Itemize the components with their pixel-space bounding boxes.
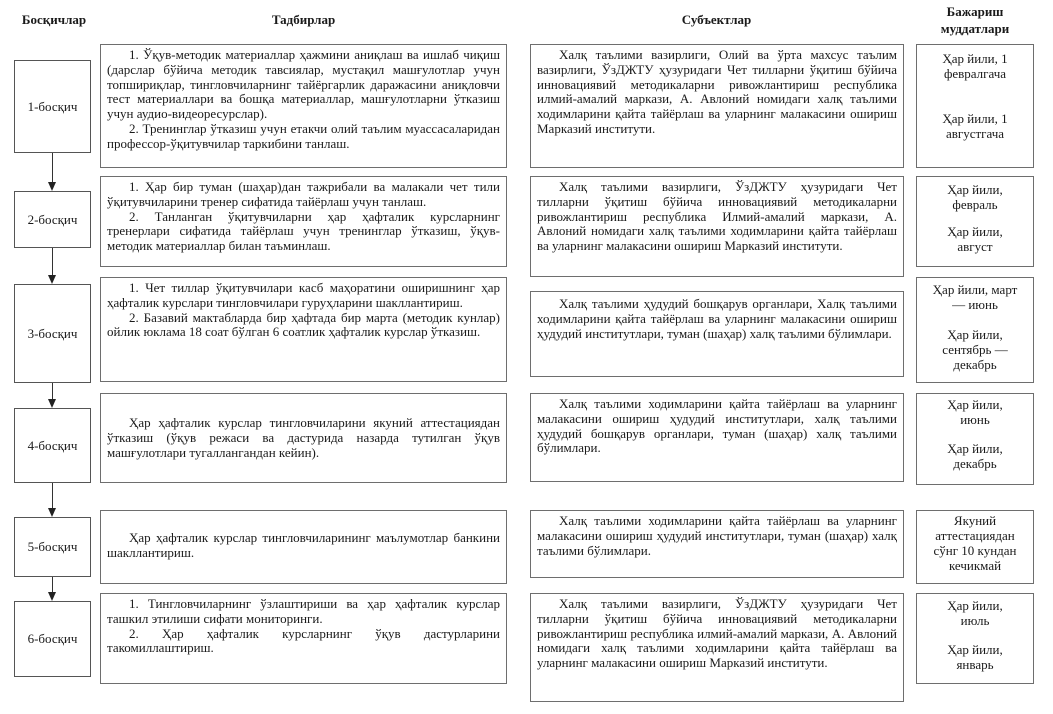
- activity-item: 2. Ҳар ҳафталик курсларнинг ўқув дастурларини такомиллаштириш.: [107, 625, 500, 656]
- stage-label: 1-босқич: [27, 98, 78, 114]
- stage-box-2: [14, 191, 91, 248]
- deadline-box-5: [916, 510, 1034, 584]
- connector-line: [52, 153, 53, 183]
- deadline-item: Ҳар йили, июнь: [947, 397, 1003, 427]
- deadline-box-3: [916, 277, 1034, 383]
- deadline-item: Ҳар йили, сентябрь — декабрь: [942, 327, 1008, 372]
- deadline-box-2: [916, 176, 1034, 267]
- deadline-item: Ҳар йили, декабрь: [947, 441, 1003, 471]
- deadline-box-4: [916, 393, 1034, 485]
- stage-box-5: [14, 517, 91, 577]
- activity-item: 2. Танланган ўқитувчиларни ҳар ҳафталик курсларнинг тренерлари сифатида тайёрлаш учун тренинглар ўтказиш, ўқув-методик материаллар билан таъминлаш.: [107, 208, 500, 254]
- arrow-down-icon: [48, 399, 56, 408]
- arrow-down-icon: [48, 508, 56, 517]
- deadline-item: Ҳар йили, февраль: [947, 182, 1003, 212]
- activities-box-6: [100, 593, 507, 684]
- subjects-box-4: [530, 393, 904, 482]
- subjects-text: Халқ таълими вазирлиги, ЎзДЖТУ ҳузуридаги Чет тилларни ўқитиш бўйича инновациявий методикаларни ривожлантириш республика илмий-амалий маркази, А. Авлоний номидаги халқ таълими ходимларини қайта тайёрлаш ва уларнинг малакасини ошириш Марказий институти.: [537, 596, 897, 671]
- arrow-down-icon: [48, 182, 56, 191]
- subjects-text: Халқ таълими ходимларини қайта тайёрлаш ва уларнинг малакасини ошириш ҳудудий институтлари, халқ таълими ҳудудий бошқарув органлари, туман (шаҳар) халқ таълими бўлимлари.: [537, 396, 897, 456]
- activity-item: 2. Базавий мактабларда бир ҳафтада бир марта (методик кунлар) ойлик юклама 18 соат бўлган 6 соатлик ҳафталик курслар ўтказиш.: [107, 309, 500, 340]
- deadline-item: Ҳар йили, июль: [947, 598, 1003, 628]
- subjects-box-1: [530, 44, 904, 168]
- subjects-text: Халқ таълими вазирлиги, ЎзДЖТУ ҳузуридаги Чет тилларни ўқитиш бўйича инновациявий методикаларни ривожлантириш республика Илмий-амалий маркази, А. Авлоний номидаги халқ таълими ходимларини қайта тайёрлаш ва уларнинг малакасини ошириш Марказий институти.: [537, 179, 897, 254]
- deadline-item: Ҳар йили, август: [947, 224, 1003, 254]
- deadline-item: Ҳар йили, март — июнь: [932, 282, 1018, 312]
- stage-label: 4-босқич: [27, 437, 78, 453]
- header-stages: Босқичлар: [21, 12, 87, 27]
- deadline-item: Якуний аттестациядан сўнг 10 кундан кечикмай: [933, 513, 1017, 573]
- arrow-down-icon: [48, 275, 56, 284]
- subjects-box-6: [530, 593, 904, 702]
- activities-box-4: [100, 393, 507, 483]
- activities-box-5: [100, 510, 507, 584]
- subjects-box-2: [530, 176, 904, 277]
- header-deadlines-line2: муддатлари: [940, 21, 1010, 36]
- deadline-item: Ҳар йили, январь: [947, 642, 1003, 672]
- subjects-text: Халқ таълими ходимларини қайта тайёрлаш ва уларнинг малакасини ошириш ҳудудий институтлари, туман (шаҳар) халқ таълими бўлимлари.: [537, 513, 897, 558]
- stage-box-6: [14, 601, 91, 677]
- deadline-box-6: [916, 593, 1034, 684]
- connector-line: [52, 248, 53, 276]
- subjects-box-5: [530, 510, 904, 578]
- stage-box-3: [14, 284, 91, 383]
- activity-item: 1. Ўқув-методик материаллар ҳажмини аниқлаш ва ишлаб чиқиш (дарслар бўйича методик тавсиялар, мустақил машғулотлар учун топшириқлар, тингловчиларнинг тайёргарлик даражасини аниқловчи тест материаллари ва бошқа материаллар, машғулотларни ўтказиш учун аудио-видеоресурслар).: [107, 47, 500, 122]
- activity-item: 2. Тренинглар ўтказиш учун етакчи олий таълим муассасаларидан профессор-ўқитувчилар таркибини танлаш.: [107, 120, 500, 151]
- header-activities: Тадбирлар: [271, 12, 336, 27]
- header-subjects: Субъектлар: [681, 12, 752, 27]
- activity-item: 1. Тингловчиларнинг ўзлаштириши ва ҳар ҳафталик курслар ташкил этилиши сифати мониторинги.: [107, 596, 500, 626]
- header-deadlines-line1: Бажариш: [946, 4, 1004, 19]
- arrow-down-icon: [48, 592, 56, 601]
- deadline-item: Ҳар йили, 1 февралгача: [942, 51, 1008, 81]
- connector-line: [52, 577, 53, 593]
- connector-line: [52, 483, 53, 509]
- deadline-item: Ҳар йили, 1 августгача: [942, 111, 1008, 141]
- activity-item: Ҳар ҳафталик курслар тингловчиларини якуний аттестациядан ўтказиш (ўқув режаси ва дастурида назарда тутилган ўқув машғулотлари тугаллангандан кейин).: [107, 415, 500, 460]
- stage-label: 2-босқич: [27, 211, 78, 227]
- activities-box-2: [100, 176, 507, 267]
- subjects-text: Халқ таълими вазирлиги, Олий ва ўрта махсус таълим вазирлиги, ЎзДЖТУ ҳузуридаги Чет тилларни ўқитиш бўйича инновациявий методикаларни ривожлантириш республика илмий-амалий маркази, А. Авлоний номидаги халқ таълими ходимларини қайта тайёрлаш ва уларнинг малакасини ошириш Марказий институти.: [537, 47, 897, 136]
- deadline-box-1: [916, 44, 1034, 168]
- activities-box-3: [100, 277, 507, 382]
- activity-item: 1. Чет тиллар ўқитувчилари касб маҳоратини оширишнинг ҳар ҳафталик курслари тингловчилари гуруҳларини шакллантириш.: [107, 280, 500, 310]
- stage-label: 3-босқич: [27, 325, 78, 341]
- activity-item: Ҳар ҳафталик курслар тингловчиларининг маълумотлар банкини шакллантириш.: [107, 530, 500, 560]
- activities-box-1: [100, 44, 507, 168]
- stage-label: 5-босқич: [27, 539, 78, 554]
- stage-box-4: [14, 408, 91, 483]
- subjects-text: Халқ таълими ҳудудий бошқарув органлари, Халқ таълими ходимларини қайта тайёрлаш ва уларнинг малакасини ошириш ҳудудий институтлари, туман (шаҳар) халқ таълими бўлимлари.: [537, 296, 897, 341]
- subjects-box-3: [530, 291, 904, 377]
- activity-item: 1. Ҳар бир туман (шаҳар)дан тажрибали ва малакали чет тили ўқитувчиларини тренер сифатида тайёрлаш учун танлаш.: [107, 179, 500, 209]
- header-deadlines: [916, 3, 1034, 37]
- stage-label: 6-босқич: [27, 631, 78, 646]
- stage-box-1: [14, 60, 91, 153]
- connector-line: [52, 383, 53, 400]
